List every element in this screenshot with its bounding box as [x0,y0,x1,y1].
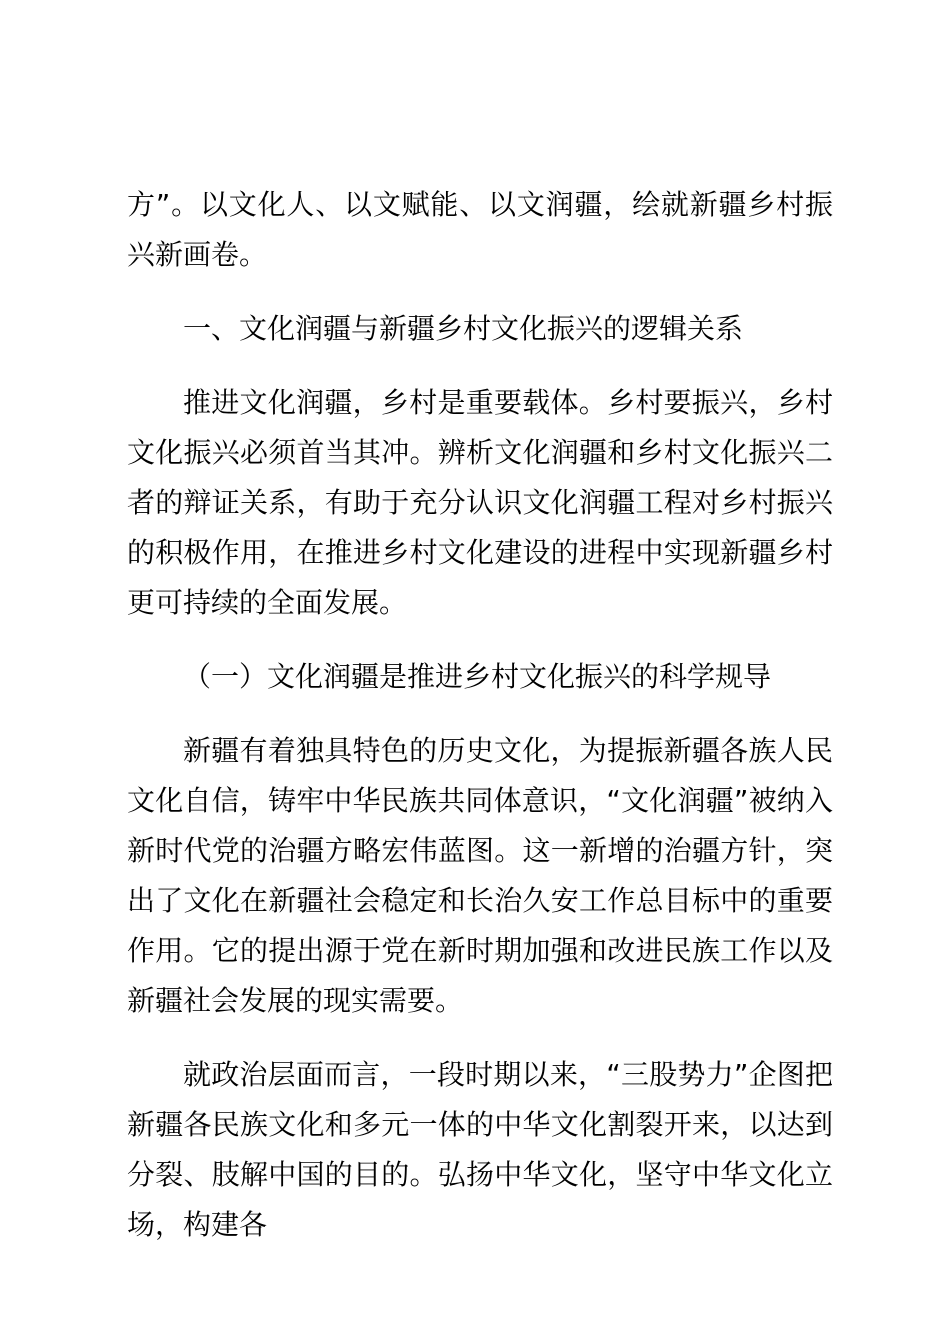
section-heading: 一、文化润疆与新疆乡村文化振兴的逻辑关系 [183,312,744,345]
paragraph: 新疆有着独具特色的历史文化，为提振新疆各族人民文化自信，铸牢中华民族共同体意识，“文化润疆”被纳入新时代党的治疆方略宏伟蓝图。这一新增的治疆方针，突出了文化在新疆社会稳定和长治久安工作总目标中的重要作用。它的提出源于党在新时期加强和改进民族工作以及新疆社会发展的现实需要。 [127,734,833,1017]
paragraph: 就政治层面而言，一段时期以来，“三股势力”企图把新疆各民族文化和多元一体的中华文化割裂开来，以达到分裂、肢解中国的目的。弘扬中华文化，坚守中华文化立场，构建各 [127,1058,833,1241]
document-body [127,180,833,1274]
paragraph-continued: 方”。以文化人、以文赋能、以文润疆，绘就新疆乡村振兴新画卷。 [127,188,833,271]
paragraph: 推进文化润疆，乡村是重要载体。乡村要振兴，乡村文化振兴必须首当其冲。辨析文化润疆和乡村文化振兴二者的辩证关系，有助于充分认识文化润疆工程对乡村振兴的积极作用，在推进乡村文化建设的进程中实现新疆乡村更可持续的全面发展。 [127,386,833,619]
subsection-heading: （一）文化润疆是推进乡村文化振兴的科学规导 [183,660,772,693]
